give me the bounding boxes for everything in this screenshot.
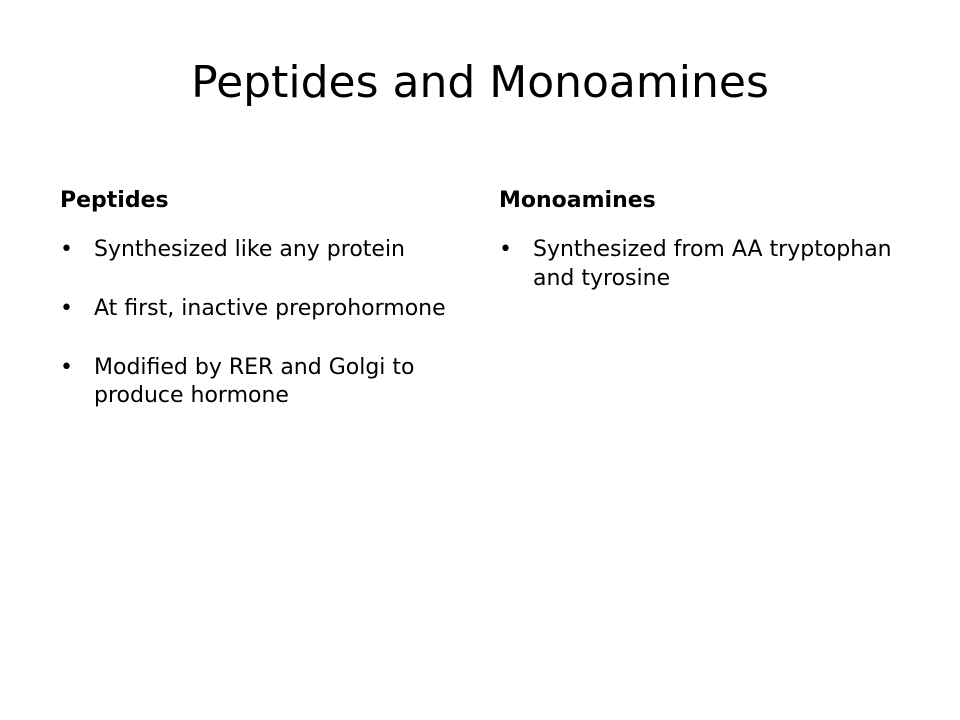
list-item [499,236,899,293]
right-bullet-list [499,236,899,293]
list-item [60,236,460,265]
right-column-heading: Monoamines [499,188,656,213]
list-item [60,354,460,411]
left-bullet-list [60,236,460,410]
bullet-icon: • [60,354,73,380]
bullet-text: Synthesized like any protein [94,237,405,263]
left-column-heading: Peptides [60,188,169,213]
bullet-icon: • [499,237,512,263]
bullet-icon: • [60,237,73,263]
bullet-icon: • [60,295,73,321]
bullet-text: Modified by RER and Golgi to produce hormone [94,354,415,409]
right-column [499,188,899,324]
bullet-text: At first, inactive preprohormone [94,295,446,321]
bullet-text: Synthesized from AA tryptophan and tyrosine [533,237,892,291]
slide-title: Peptides and Monoamines [191,57,769,108]
list-item [60,295,460,324]
left-column [60,188,460,441]
